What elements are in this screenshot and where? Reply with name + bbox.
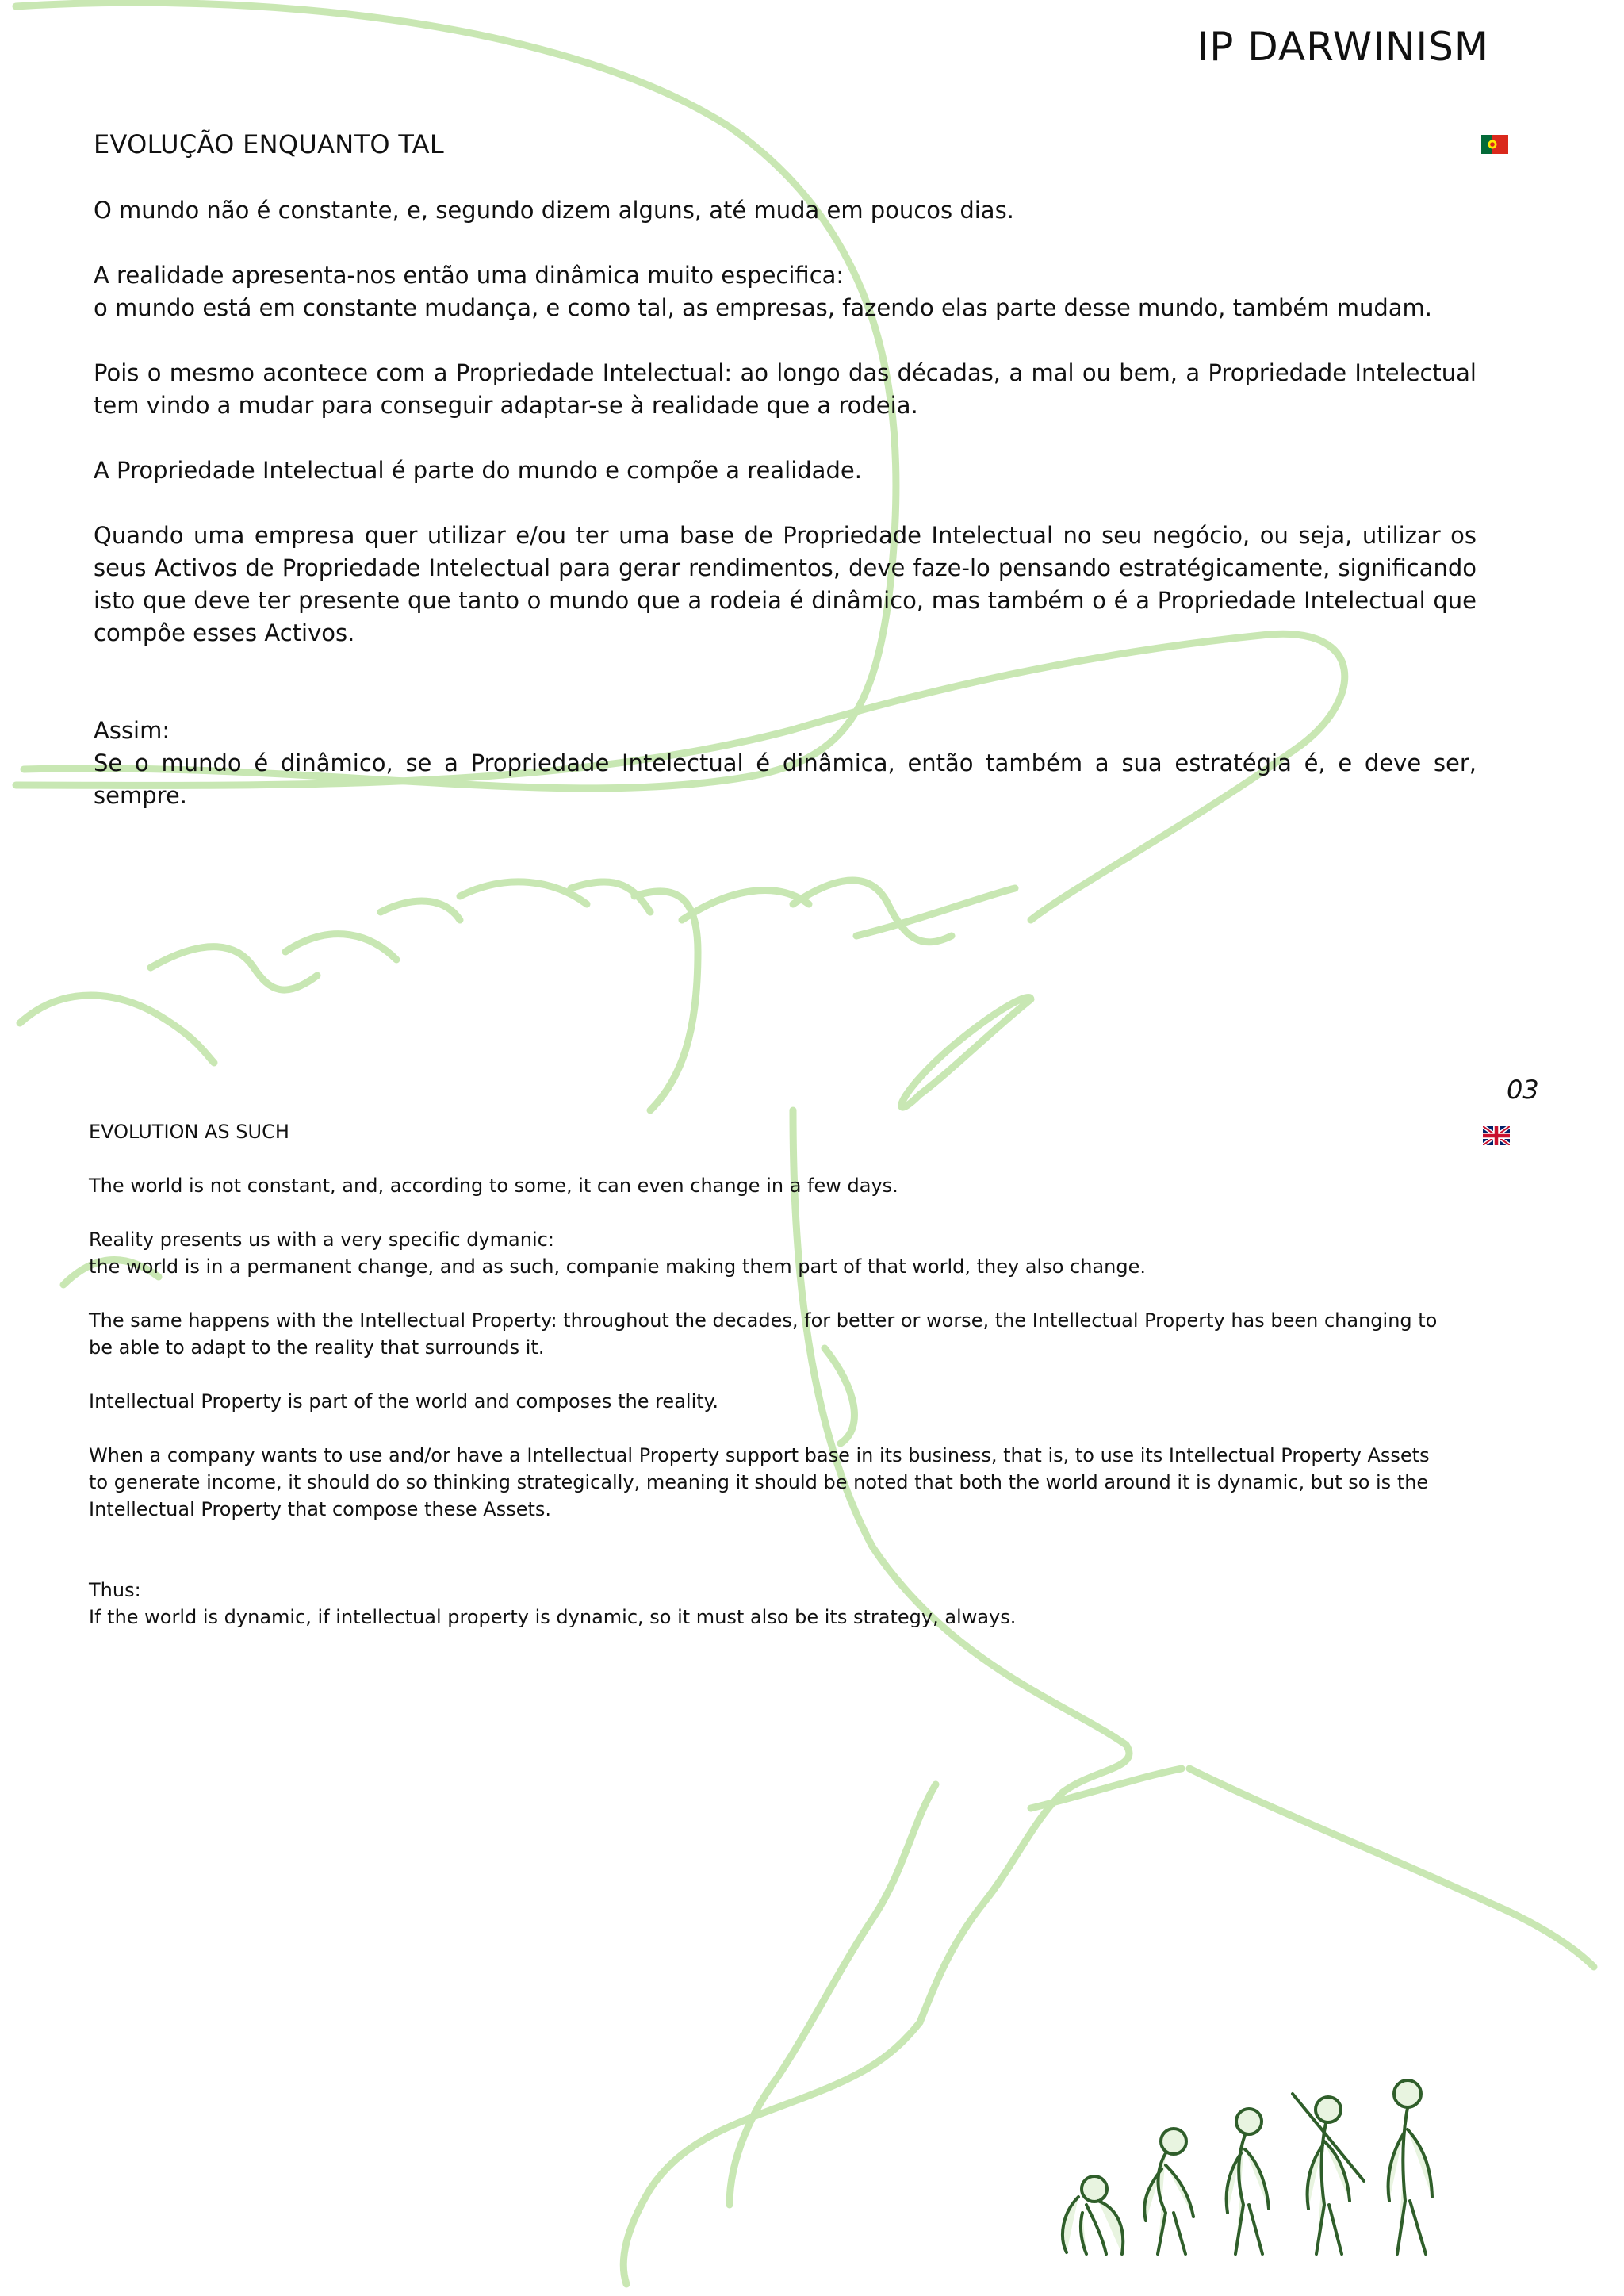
document-title: IP DARWINISM: [1197, 24, 1489, 70]
portuguese-paragraph-3: Pois o mesmo acontece com a Propriedade Intelectual: ao longo das décadas, a mal ou bem, a Propriedade Intelectual tem vindo a mudar para conseguir adaptar-se à realidade que a rodeia.: [94, 359, 1477, 419]
evolution-figure-4: [1293, 2094, 1364, 2254]
english-paragraph-6-line-2: If the world is dynamic, if intellectual property is dynamic, so it must also be its strategy, always.: [89, 1606, 1017, 1628]
portuguese-paragraph-1: O mundo não é constante, e, segundo dizem alguns, até muda em poucos dias.: [94, 197, 1014, 224]
portugal-flag-icon: [1481, 135, 1508, 154]
portuguese-paragraph-4: A Propriedade Intelectual é parte do mundo e compõe a realidade.: [94, 457, 862, 484]
portuguese-paragraph-2-line-2: o mundo está em constante mudança, e como tal, as empresas, fazendo elas parte desse mundo, também mudam.: [94, 294, 1433, 321]
evolution-figure-human: [1388, 2080, 1432, 2254]
portuguese-paragraph-2: [94, 259, 1477, 324]
english-paragraph-6-line-1: Thus:: [89, 1579, 141, 1601]
portuguese-section: [94, 128, 1477, 845]
evolution-figure-ape: [1063, 2176, 1123, 2254]
english-paragraph-6: [89, 1577, 1453, 1631]
portuguese-paragraph-5: Quando uma empresa quer utilizar e/ou ter uma base de Propriedade Intelectual no seu negócio, ou seja, utilizar os seus Activos de Propriedade Intelectual para gerar rendimentos, deve faze-lo pensando estratégicamente, significando isto que deve ter presente que tanto o mundo que a rodeia é dinâmico, mas também o é a Propriedade Intelectual que compôe esses Activos.: [94, 522, 1477, 646]
english-section: [89, 1118, 1453, 1658]
english-paragraph-3: The same happens with the Intellectual Property: throughout the decades, for better or worse, the Intellectual Property has been changing to be able to adapt to the reality that surrounds it.: [89, 1309, 1438, 1359]
page-number: 03: [1507, 1075, 1539, 1105]
english-paragraph-2-line-2: the world is in a permanent change, and as such, companie making them part of that world, they also change.: [89, 1255, 1146, 1278]
uk-flag-icon: [1483, 1126, 1510, 1145]
english-paragraph-4: Intellectual Property is part of the world and composes the reality.: [89, 1390, 719, 1412]
human-evolution-illustration: [1047, 2078, 1491, 2260]
evolution-figure-3: [1227, 2109, 1269, 2254]
portuguese-heading: EVOLUÇÃO ENQUANTO TAL: [94, 129, 445, 159]
portuguese-paragraph-6: [94, 715, 1477, 812]
portuguese-paragraph-6-line-2: Se o mundo é dinâmico, se a Propriedade Intelectual é dinâmica, então também a sua estratégia é, e deve ser, sempre.: [94, 749, 1477, 809]
evolution-figure-2: [1144, 2129, 1193, 2254]
english-heading: EVOLUTION AS SUCH: [89, 1121, 289, 1143]
english-paragraph-1: The world is not constant, and, according to some, it can even change in a few days.: [89, 1175, 898, 1197]
portuguese-paragraph-2-line-1: A realidade apresenta-nos então uma dinâmica muito especifica:: [94, 262, 845, 289]
english-paragraph-2-line-1: Reality presents us with a very specific dymanic:: [89, 1228, 554, 1251]
english-paragraph-2: [89, 1226, 1453, 1280]
english-paragraph-5: When a company wants to use and/or have a Intellectual Property support base in its business, that is, to use its Intellectual Property Assets to generate income, it should do so thinking strategically, meaning it should be noted that both the world around it is dynamic, but so is the Intellectual Property that compose these Assets.: [89, 1444, 1430, 1520]
portuguese-paragraph-6-line-1: Assim:: [94, 717, 170, 744]
